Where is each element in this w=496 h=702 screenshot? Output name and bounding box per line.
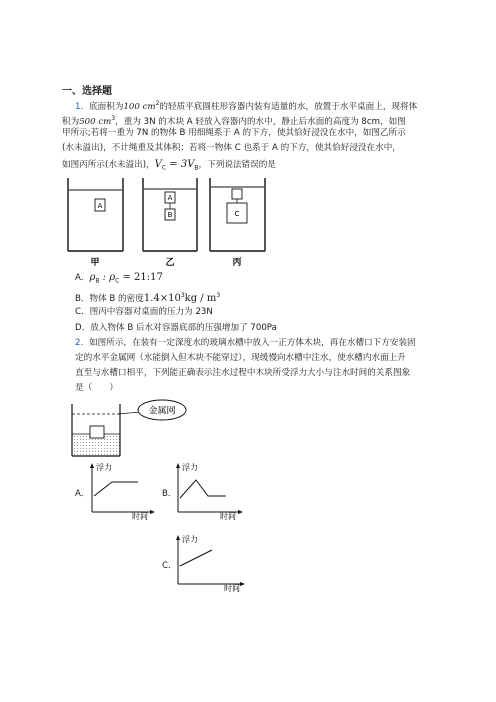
wood-block [90, 426, 104, 438]
graph-c [172, 532, 252, 592]
fig-label-bing: 丙 [232, 258, 242, 268]
graph-a-curve [94, 482, 138, 496]
block-a [232, 189, 242, 199]
fig-label-jia: 甲 [90, 258, 100, 268]
container-yi [143, 178, 197, 268]
q1-line1: 1．底面积为100 $cm^2$的轻质平底圆柱形容器内装有适量的水，放置于水平桌面上，现将体 [75, 100, 418, 112]
graph-c-xlabel: 时间 [224, 584, 240, 592]
q1-figures [60, 176, 300, 268]
q1-line5: 如图丙所示(水未溢出)，$V_C = 3V_B$，下列说法错误的是 [62, 159, 276, 172]
container-jia [68, 178, 123, 268]
q1-line3: 甲所示;若将一重为 7N 的物体 B 用细绳系于 A 的下方，使其恰好浸没在水中，如图乙所示 [62, 128, 406, 138]
q2-number: 2． [75, 338, 90, 348]
graph-c-curve [180, 550, 212, 566]
q2-option-a-letter: A． [75, 489, 90, 499]
svg-text:A: A [167, 194, 173, 202]
q1-line4: (水未溢出)，不计绳重及其体积；若将一物体 C 也系于 A 的下方，使其恰好浸没在水中， [62, 143, 401, 153]
q1-option-d: D．放入物体 B 后水对容器底部的压强增加了 700Pa [75, 323, 277, 333]
graph-c-ylabel: 浮力 [182, 535, 198, 544]
q2-line1: 2．如图所示，在装有一定深度水的玻璃水槽中放入一正方体木块，再在水槽口下方安装固 [75, 338, 416, 348]
q2-option-b-letter: B． [162, 489, 177, 499]
q2-line3: 直至与水槽口相平，下列能正确表示注水过程中木块所受浮力大小与注水时间的关系图象 [75, 368, 411, 378]
q2-tank-diagram [70, 396, 210, 460]
q2-option-c-letter: C． [162, 561, 177, 571]
section-title: 一、选择题 [62, 86, 112, 97]
q1-option-a: A．$\rho_B$ : $\rho_C$ = 21:17 [75, 272, 163, 285]
callout-label: 金属网 [148, 406, 176, 417]
svg-text:B: B [167, 211, 173, 219]
graph-b-ylabel: 浮力 [182, 463, 198, 472]
q2-line4: 是（ ） [75, 383, 118, 393]
graph-b-xlabel: 时间 [220, 512, 236, 520]
q1-number: 1． [75, 101, 90, 112]
block-a-label: A [97, 202, 103, 210]
container-bing [210, 178, 265, 268]
graph-b [172, 460, 248, 520]
q1-option-c: C．图丙中容器对桌面的压力为 23N [75, 307, 213, 317]
q1-option-b: B．物体 B 的密度$1.4\times 10^3kg / m^3$ [75, 292, 221, 304]
svg-text:C: C [234, 210, 240, 218]
graph-b-curve [180, 480, 226, 498]
q2-line2: 定的水平金属网（水能倒入但木块不能穿过），现缓慢向水槽中注水，使水槽内水面上升 [75, 353, 406, 363]
q1-line2: 积为500 $cm^3$，重为 3N 的木块 A 轻放入容器内的水中，静止后水面的高度为 8cm，如图 [62, 115, 406, 127]
graph-a-ylabel: 浮力 [96, 463, 112, 472]
graph-a [86, 460, 158, 520]
graph-a-xlabel: 时间 [132, 512, 148, 520]
fig-label-yi: 乙 [165, 258, 175, 268]
